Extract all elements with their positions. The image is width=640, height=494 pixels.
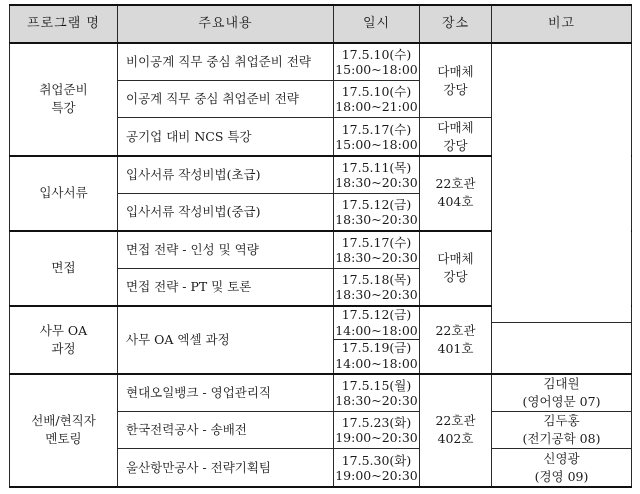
header-content: 주요내용 [118, 5, 334, 43]
content-cell: 한국전력공사 - 송배전 [118, 411, 334, 448]
datetime-cell: 17.5.15(월) 18:30~20:30 [334, 374, 420, 412]
place-cell: 22호관 404호 [420, 156, 492, 231]
place-cell: 다매체 강당 [420, 118, 492, 156]
content-cell: 현대오일뱅크 - 영업관리직 [118, 374, 334, 412]
program-schedule-table [9, 4, 632, 488]
datetime-cell: 17.5.18(목) 18:30~20:30 [334, 268, 420, 305]
content-cell: 공기업 대비 NCS 특강 [118, 118, 334, 156]
header-note: 비고 [492, 5, 632, 43]
datetime-cell: 17.5.10(수) 15:00~18:00 [334, 43, 420, 80]
header-datetime: 일시 [334, 5, 420, 43]
content-cell: 울산항만공사 - 전략기획팀 [118, 449, 334, 487]
content-cell: 입사서류 작성비법(초급) [118, 156, 334, 193]
table-row [10, 374, 632, 412]
datetime-cell: 17.5.10(수) 18:00~21:00 [334, 80, 420, 117]
program-name: 사무 OA 과정 [10, 306, 118, 374]
header-row [10, 5, 632, 43]
place-cell: 다매체 강당 [420, 231, 492, 306]
content-cell: 입사서류 작성비법(중급) [118, 193, 334, 230]
place-cell: 22호관 401호 [420, 306, 492, 374]
datetime-cell: 17.5.30(화) 19:00~20:30 [334, 449, 420, 487]
table-row [10, 43, 632, 80]
header-place: 장소 [420, 5, 492, 43]
program-name: 취업준비 특강 [10, 43, 118, 156]
mentor-cell: 김대원 (영어영문 07) [492, 374, 632, 412]
datetime-cell: 17.5.17(수) 15:00~18:00 [334, 118, 420, 156]
mentor-cell: 신영광 (경영 09) [492, 449, 632, 487]
datetime-cell: 17.5.19(금) 14:00~18:00 [334, 340, 420, 374]
content-cell: 이공계 직무 중심 취업준비 전략 [118, 80, 334, 117]
place-cell: 다매체 강당 [420, 43, 492, 118]
content-cell: 사무 OA 엑셀 과정 [118, 306, 334, 374]
datetime-cell: 17.5.23(화) 19:00~20:30 [334, 411, 420, 448]
content-cell: 비이공계 직무 중심 취업준비 전략 [118, 43, 334, 80]
datetime-cell: 17.5.12(금) 14:00~18:00 [335, 306, 418, 338]
program-name: 입사서류 [10, 156, 118, 231]
note-cell [492, 43, 632, 323]
place-cell: 22호관 402호 [420, 374, 492, 488]
datetime-cell: 17.5.11(목) 18:30~20:30 [334, 156, 420, 193]
datetime-cell: 17.5.12(금) 18:30~20:30 [334, 193, 420, 230]
program-name: 선배/현직자 멘토링 [10, 374, 118, 488]
program-name: 면접 [10, 231, 118, 306]
header-program: 프로그램 명 [10, 5, 118, 43]
content-cell: 면접 전략 - 인성 및 역량 [118, 231, 334, 268]
mentor-cell: 김두홍 (전기공학 08) [492, 411, 632, 448]
content-cell: 면접 전략 - PT 및 토론 [118, 268, 334, 305]
datetime-cell: 17.5.17(수) 18:30~20:30 [334, 231, 420, 268]
